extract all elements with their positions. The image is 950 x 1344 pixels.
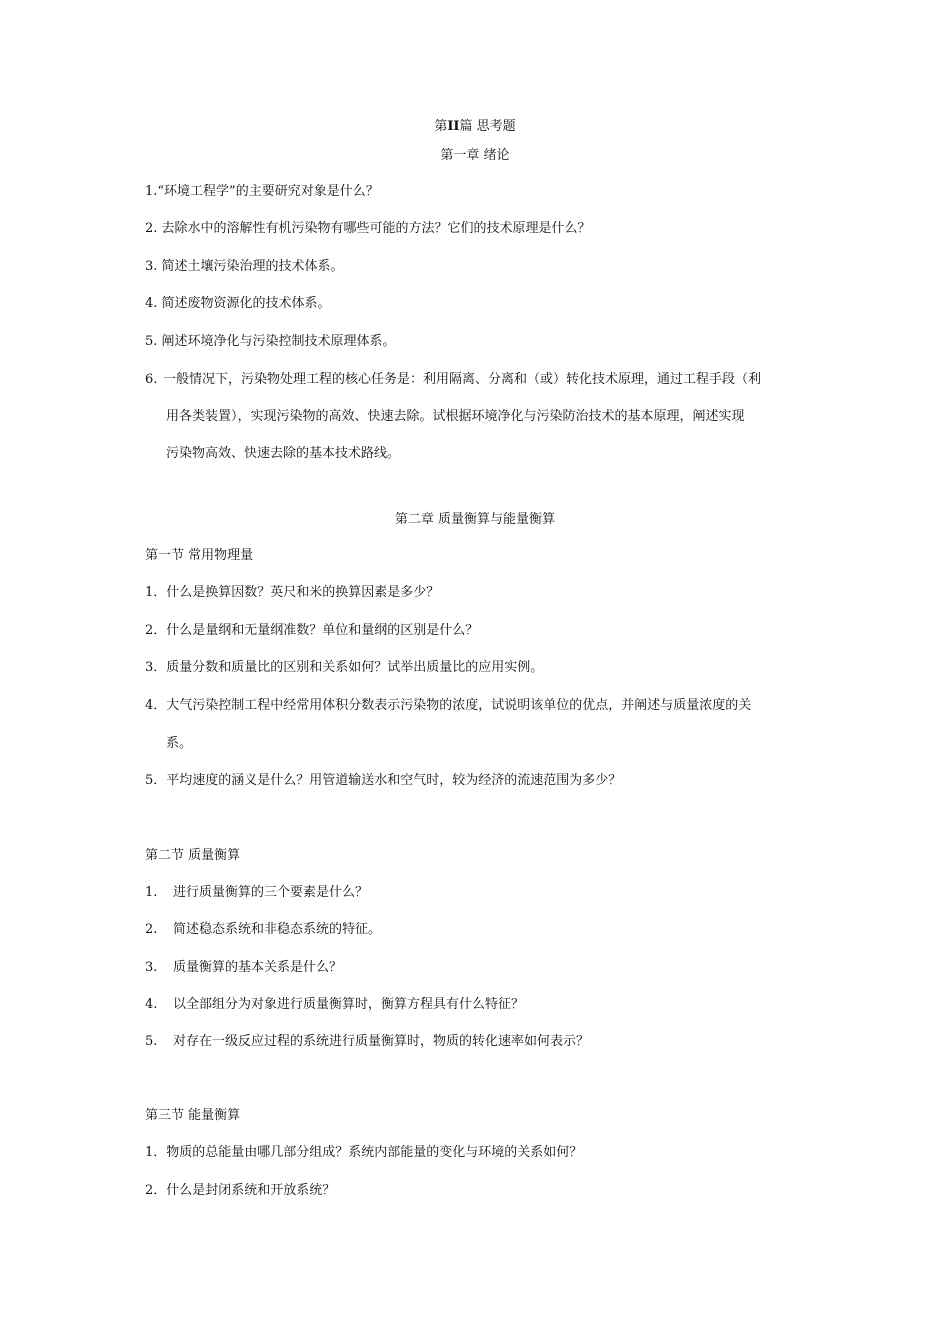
chapter1-question-5: 5. 阐述环境净化与污染控制技术原理体系。	[145, 334, 396, 349]
section2-question-5-number: 5.	[145, 1034, 158, 1049]
chapter1-title: 第一章 绪论	[440, 148, 510, 163]
section3-title: 第三节 能量衡算	[145, 1108, 241, 1123]
chapter2-title: 第二章 质量衡算与能量衡算	[394, 512, 556, 527]
section3-question-2: 2．什么是封闭系统和开放系统？	[145, 1183, 336, 1198]
section2-question-1-number: 1.	[145, 885, 158, 900]
section1-question-3: 3．质量分数和质量比的区别和关系如何？试举出质量比的应用实例。	[145, 660, 544, 675]
part-title-roman: II	[447, 119, 460, 134]
section1-question-4-line-1: 4．大气污染控制工程中经常用体积分数表示污染物的浓度，试说明该单位的优点，并阐述与质量浓度的关	[145, 698, 752, 713]
part-title	[0, 118, 950, 136]
section1-title: 第一节 常用物理量	[145, 548, 254, 563]
section1-question-2: 2．什么是量纲和无量纲准数？单位和量纲的区别是什么？	[145, 623, 479, 638]
section2-question-3-number: 3.	[145, 960, 158, 975]
section2-question-1: 进行质量衡算的三个要素是什么？	[173, 885, 369, 900]
chapter1-question-6-line-1: 一般情况下，污染物处理工程的核心任务是：利用隔离、分离和（或）转化技术原理，通过工程手段（利	[163, 372, 762, 387]
chapter1-question-6-line-3: 污染物高效、快速去除的基本技术路线。	[166, 446, 401, 461]
chapter1-question-6-number: 6.	[145, 372, 158, 387]
chapter1-question-6-line-2: 用各类装置），实现污染物的高效、快速去除。试根据环境净化与污染防治技术的基本原理，阐述实现	[166, 409, 745, 424]
section2-question-3: 质量衡算的基本关系是什么？	[173, 960, 343, 975]
part-title-prefix: 第	[434, 119, 448, 134]
section2-question-2: 简述稳态系统和非稳态系统的特征。	[173, 922, 382, 937]
part-title-suffix: 篇 思考题	[459, 119, 516, 134]
section3-question-1: 1．物质的总能量由哪几部分组成？系统内部能量的变化与环境的关系如何？	[145, 1145, 583, 1160]
section2-question-4: 以全部组分为对象进行质量衡算时，衡算方程具有什么特征？	[173, 997, 525, 1012]
section2-title: 第二节 质量衡算	[145, 848, 241, 863]
section1-question-1: 1．什么是换算因数？英尺和米的换算因素是多少？	[145, 585, 440, 600]
chapter1-question-2: 2. 去除水中的溶解性有机污染物有哪些可能的方法？它们的技术原理是什么？	[145, 221, 591, 236]
chapter1-question-3: 3. 简述土壤污染治理的技术体系。	[145, 259, 344, 274]
section1-question-4-line-2: 系。	[166, 736, 193, 751]
section2-question-4-number: 4.	[145, 997, 158, 1012]
chapter1-question-4: 4. 简述废物资源化的技术体系。	[145, 296, 331, 311]
section1-question-5: 5．平均速度的涵义是什么？用管道输送水和空气时，较为经济的流速范围为多少？	[145, 773, 622, 788]
chapter1-question-1: 1.“环境工程学”的主要研究对象是什么？	[145, 184, 379, 199]
section2-question-2-number: 2.	[145, 922, 158, 937]
section2-question-5: 对存在一级反应过程的系统进行质量衡算时，物质的转化速率如何表示？	[173, 1034, 590, 1049]
